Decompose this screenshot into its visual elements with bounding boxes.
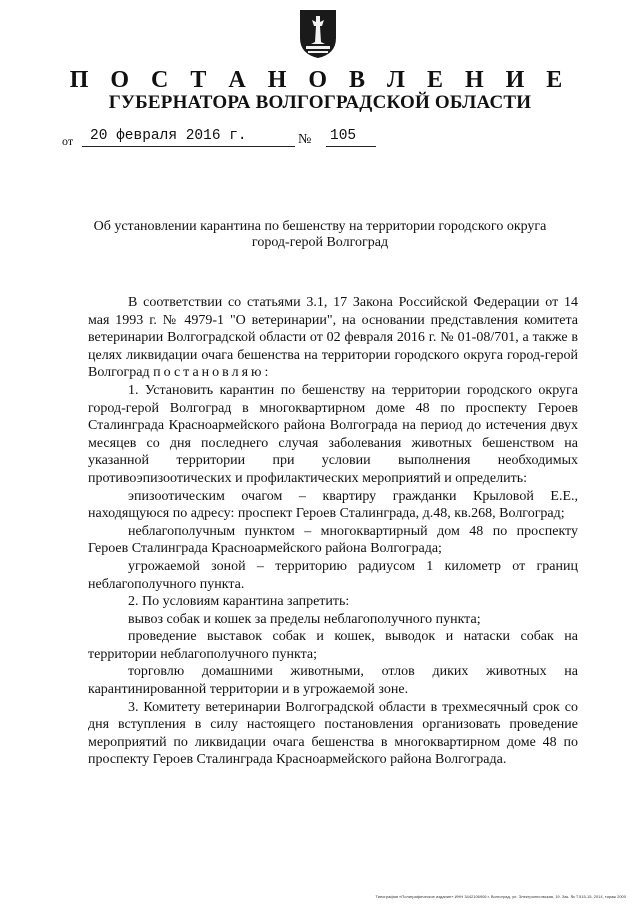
clause-1-zone: угрожаемой зоной – территорию радиусом 1 километр от границ неблагополучного пункта. [88,558,578,592]
date-number-line [62,126,392,150]
coat-of-arms-icon [298,8,338,60]
clause-2-export: вывоз собак и кошек за пределы неблагополучного пункта; [128,611,481,627]
clause-2-exhibitions: проведение выставок собак и кошек, выводок и натаски собак на территории неблагополучного пункта; [88,629,578,662]
decree-word: постановляю: [153,365,272,381]
print-imprint: Типография «Полиграфическое издание» ИНН 3442106906 г. Волгоград, ул. Электролесовская, 19. Зак. № Т.515-15, 2014, тираж 2000 [375,894,626,899]
clause-2-trade: торговлю домашними животными, отлов диких животных на карантинированной территории и в угрожаемой зоне. [88,664,578,698]
clause-1-point: неблагополучным пунктом – многоквартирный дом 48 по проспекту Героев Сталинграда Красноармейского района Волгограда; [88,523,578,557]
document-number: 105 [330,128,357,144]
document-date: 20 февраля 2016 г. [90,128,247,144]
document-body [88,294,578,769]
issuer-heading: ГУБЕРНАТОРА ВОЛГОГРАДСКОЙ ОБЛАСТИ [108,92,532,113]
intro-text: В соответствии со статьями 3.1, 17 Закона Российской Федерации от 14 мая 1993 г. № 4979-1 "О ветеринарии", на основании представления комитета ветеринарии Волгоградской области от 02 февраля 2016 г. № 01-08/701, а также в целях ликвидации очага бешенства на территории городского округа город-герой Волгоград [88,295,578,381]
document-type-heading: П О С Т А Н О В Л Е Н И Е [69,67,571,93]
number-sign: № [298,132,312,147]
clause-1: 1. Установить карантин по бешенству на территории городского округа город-герой Волгоград в многоквартирном доме 48 по проспекту Героев Сталинграда Красноармейского района Волгограда на период до истечения двух месяцев со дня последнего случая заболевания животных бешенством на указанной территории при условии выполнения необходимых противоэпизоотических и профилактических мероприятий и определить: [88,382,578,486]
clause-2: 2. По условиям карантина запретить: [128,594,350,610]
clause-3: 3. Комитету ветеринарии Волгоградской области в трехмесячный срок со дня вступления в силу настоящего постановления организовать проведение мероприятий по ликвидации очага бешенства в многоквартирном доме 48 по проспекту Героев Сталинграда Красноармейского района Волгограда. [88,699,578,768]
clause-1-focus: эпизоотическим очагом – квартиру гражданки Крыловой Е.Е., находящуюся по адресу: проспект Героев Сталинграда, д.48, кв.268, Волгоград; [88,488,578,522]
date-underline [82,146,295,147]
date-prefix: от [62,134,74,148]
intro-paragraph [88,294,578,382]
number-underline [326,146,376,147]
document-title: Об установлении карантина по бешенству на территории городского округа город-герой Волгоград [93,219,547,250]
